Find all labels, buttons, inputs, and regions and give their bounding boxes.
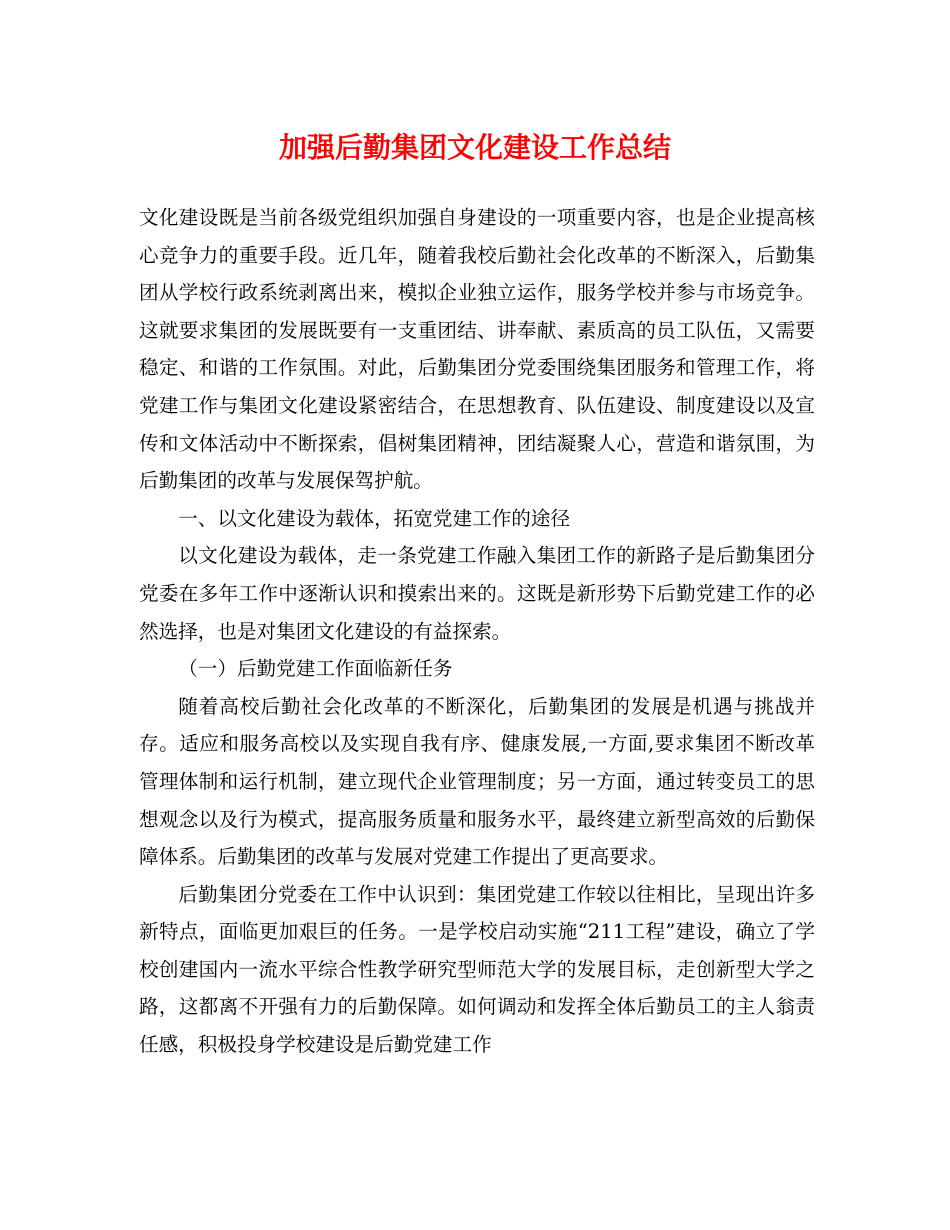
paragraph-intro: 文化建设既是当前各级党组织加强自身建设的一项重要内容，也是企业提高核心竞争力的重要手段。近几年，随着我校后勤社会化改革的不断深入，后勤集团从学校行政系统剥离出来，模拟企业独立运作，服务学校并参与市场竞争。这就要求集团的发展既要有一支重团结、讲奉献、素质高的员工队伍，又需要稳定、和谐的工作氛围。对此，后勤集团分党委围绕集团服务和管理工作，将党建工作与集团文化建设紧密结合，在思想教育、队伍建设、制度建设以及宣传和文体活动中不断探索，倡树集团精神，团结凝聚人心，营造和谐氛围，为后勤集团的改革与发展保驾护航。 [139, 206, 815, 493]
document-body [139, 199, 815, 1064]
paragraph: 以文化建设为载体，走一条党建工作融入集团工作的新路子是后勤集团分党委在多年工作中逐渐认识和摸索出来的。这既是新形势下后勤党建工作的必然选择，也是对集团文化建设的有益探索。 [139, 544, 815, 643]
subsection-heading-1: （一）后勤党建工作面临新任务 [178, 657, 453, 681]
section-heading-1: 一、以文化建设为载体，拓宽党建工作的途径 [178, 506, 571, 530]
paragraph: 后勤集团分党委在工作中认识到：集团党建工作较以往相比，呈现出许多新特点，面临更加艰巨的任务。一是学校启动实施“211工程”建设，确立了学校创建国内一流水平综合性教学研究型师范大学的发展目标，走创新型大学之路，这都离不开强有力的后勤保障。如何调动和发挥全体后勤员工的主人翁责任感，积极投身学校建设是后勤党建工作 [139, 882, 815, 1057]
document-title: 加强后勤集团文化建设工作总结 [278, 131, 671, 164]
paragraph: 随着高校后勤社会化改革的不断深化，后勤集团的发展是机遇与挑战并存。适应和服务高校以及实现自我有序、健康发展,一方面,要求集团不断改革管理体制和运行机制，建立现代企业管理制度；另一方面，通过转变员工的思想观念以及行为模式，提高服务质量和服务水平，最终建立新型高效的后勤保障体系。后勤集团的改革与发展对党建工作提出了更高要求。 [139, 694, 815, 869]
